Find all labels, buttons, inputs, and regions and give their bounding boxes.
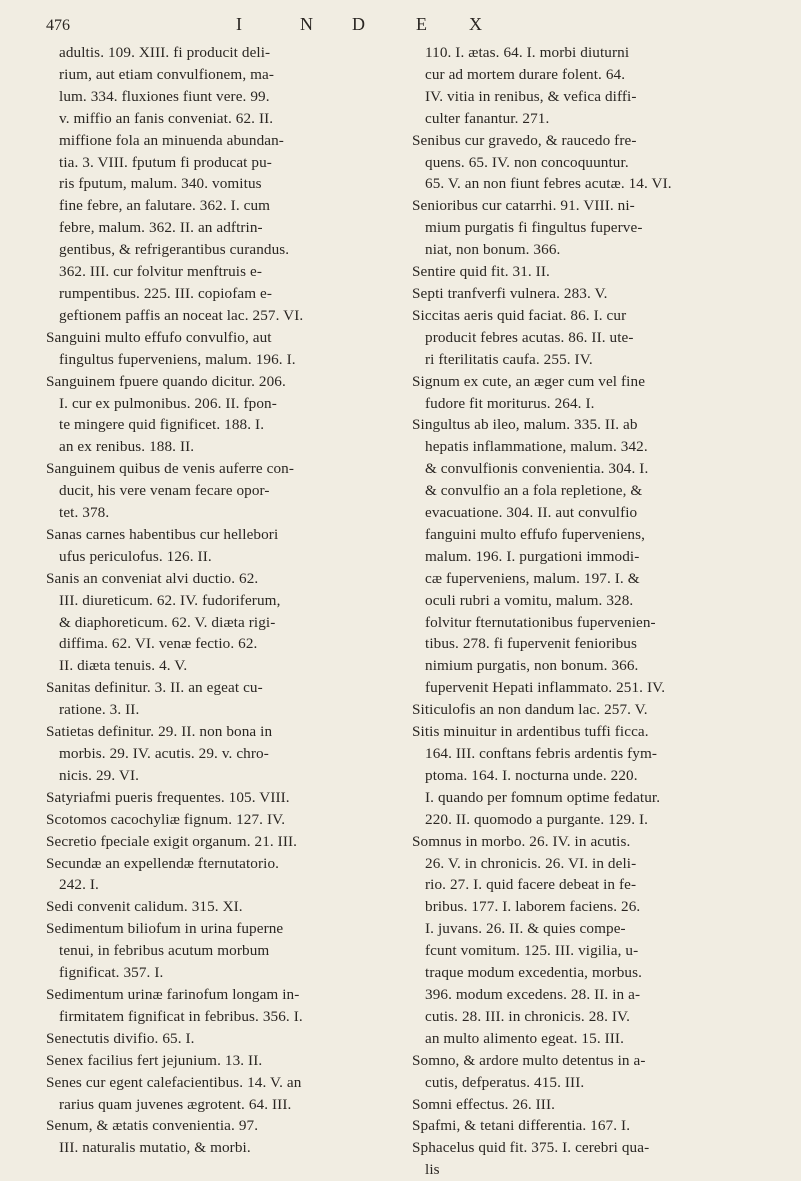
index-line: producit febres acutas. 86. II. ute-: [425, 328, 634, 346]
index-line: III. naturalis mutatio, & morbi.: [59, 1139, 251, 1157]
index-line: cæ fuperveniens, malum. 197. I. &: [425, 569, 640, 587]
index-line: ri fterilitatis caufa. 255. IV.: [425, 350, 593, 368]
index-line: tibus. 278. fi fupervenit fenioribus: [425, 635, 637, 653]
index-line: Siccitas aeris quid faciat. 86. I. cur: [412, 306, 627, 324]
index-line: fudore fit moriturus. 264. I.: [425, 394, 595, 412]
index-line: Senum, & ætatis convenientia. 97.: [46, 1117, 259, 1135]
index-line: culter fanantur. 271.: [425, 109, 550, 127]
index-line: 242. I.: [59, 876, 99, 894]
index-line: gentibus, & refrigerantibus curandus.: [59, 241, 290, 259]
index-line: Sedi convenit calidum. 315. XI.: [46, 898, 243, 916]
index-line: miffione fola an minuenda abundan-: [59, 131, 284, 149]
index-line: Sanguinem quibus de venis auferre con-: [46, 460, 294, 478]
index-line: cutis. 28. III. in chronicis. 28. IV.: [425, 1007, 631, 1025]
index-line: tia. 3. VIII. fputum fi producat pu-: [59, 153, 272, 171]
index-line: fignificat. 357. I.: [59, 964, 164, 982]
index-line: Satyriafmi pueris frequentes. 105. VIII.: [46, 788, 290, 806]
index-line: III. diureticum. 62. IV. fudoriferum,: [59, 591, 281, 609]
index-line: rium, aut etiam convulfionem, ma-: [59, 65, 275, 83]
header-letter-e: E: [416, 14, 427, 34]
index-line: firmitatem fignificat in febribus. 356. I.: [59, 1007, 303, 1025]
index-line: fupervenit Hepati inflammato. 251. IV.: [425, 679, 666, 697]
right-column: [412, 42, 766, 1181]
index-line: evacuatione. 304. II. aut convulfio: [425, 504, 638, 522]
index-line: hepatis inflammatione, malum. 342.: [425, 438, 648, 456]
index-line: Sphacelus quid fit. 375. I. cerebri qua-: [412, 1139, 650, 1157]
index-line: Senectutis divifio. 65. I.: [46, 1029, 195, 1047]
index-line: rumpentibus. 225. III. copiofam e-: [59, 284, 273, 302]
index-line: 164. III. conftans febris ardentis fym-: [425, 745, 658, 762]
index-line: Senex facilius fert jejunium. 13. II.: [46, 1051, 263, 1069]
index-columns: [46, 42, 766, 1181]
index-line: II. diæta tenuis. 4. V.: [59, 657, 188, 675]
index-line: adultis. 109. XIII. fi producit deli-: [59, 44, 271, 61]
index-line: an multo alimento egeat. 15. III.: [425, 1029, 624, 1047]
index-line: rio. 27. I. quid facere debeat in fe-: [425, 876, 637, 894]
index-line: & convulfionis convenientia. 304. I.: [425, 460, 649, 478]
index-line: malum. 196. I. purgationi immodi-: [425, 547, 640, 565]
index-line: lum. 334. fluxiones fiunt vere. 99.: [59, 87, 270, 105]
index-line: nimium purgatis, non bonum. 366.: [425, 657, 639, 675]
index-line: 396. modum excedens. 28. II. in a-: [425, 985, 641, 1003]
index-line: fanguini multo effufo fuperveniens,: [425, 525, 646, 543]
index-line: Sanguinem fpuere quando dicitur. 206.: [46, 372, 286, 390]
index-line: Sanitas definitur. 3. II. an egeat cu-: [46, 679, 263, 697]
index-line: Secretio fpeciale exigit organum. 21. III.: [46, 832, 298, 850]
index-line: v. miffio an fanis conveniat. 62. II.: [59, 109, 274, 127]
index-line: lis: [425, 1161, 440, 1179]
index-line: ris fputum, malum. 340. vomitus: [59, 175, 262, 193]
index-line: 65. V. an non fiunt febres acutæ. 14. VI.: [425, 175, 672, 193]
index-line: Spafmi, & tetani differentia. 167. I.: [412, 1117, 631, 1135]
index-line: Senioribus cur catarrhi. 91. VIII. ni-: [412, 197, 635, 215]
index-line: Satietas definitur. 29. II. non bona in: [46, 723, 273, 741]
index-line: Senes cur egent calefacientibus. 14. V. an: [46, 1073, 302, 1091]
index-line: Secundæ an expellendæ fternutatorio.: [46, 854, 280, 872]
index-line: I. quando per fomnum optime fedatur.: [425, 788, 661, 806]
page-number: 476: [46, 17, 70, 34]
index-line: I. cur ex pulmonibus. 206. II. fpon-: [59, 394, 277, 412]
index-line: Signum ex cute, an æger cum vel fine: [412, 372, 646, 390]
index-line: diffima. 62. VI. venæ fectio. 62.: [59, 635, 258, 653]
index-line: cur ad mortem durare folent. 64.: [425, 65, 626, 83]
index-line: ptoma. 164. I. nocturna unde. 220.: [425, 766, 638, 784]
index-line: I. juvans. 26. II. & quies compe-: [425, 920, 626, 938]
index-line: 220. II. quomodo a purgante. 129. I.: [425, 810, 649, 828]
index-line: Sanguini multo effufo convulfio, aut: [46, 328, 272, 346]
index-line: Sanis an conveniat alvi ductio. 62.: [46, 569, 259, 587]
index-line: Sentire quid fit. 31. II.: [412, 263, 550, 281]
index-line: Siticulofis an non dandum lac. 257. V.: [412, 701, 648, 719]
index-line: mium purgatis fi fingultus fuperve-: [425, 219, 643, 237]
index-line: Sedimentum urinæ farinofum longam in-: [46, 985, 300, 1003]
index-line: tet. 378.: [59, 504, 110, 522]
index-line: morbis. 29. IV. acutis. 29. v. chro-: [59, 745, 269, 762]
index-line: febre, malum. 362. II. an adftrin-: [59, 219, 263, 237]
index-line: te mingere quid fignificet. 188. I.: [59, 416, 265, 434]
index-line: fine febre, an falutare. 362. I. cum: [59, 197, 271, 215]
header-letter-x: X: [469, 14, 482, 34]
index-line: traque modum excedentia, morbus.: [425, 964, 643, 982]
index-line: Somnus in morbo. 26. IV. in acutis.: [412, 832, 631, 850]
index-line: fcunt vomitum. 125. III. vigilia, u-: [425, 942, 639, 960]
index-line: folvitur fternutationibus fupervenien-: [425, 613, 656, 631]
index-line: geftionem paffis an noceat lac. 257. VI.: [59, 306, 304, 324]
index-line: 110. I. ætas. 64. I. morbi diuturni: [425, 44, 630, 61]
index-line: ufus periculofus. 126. II.: [59, 547, 212, 565]
index-line: ratione. 3. II.: [59, 701, 140, 719]
index-line: nicis. 29. VI.: [59, 766, 140, 784]
index-line: Somno, & ardore multo detentus in a-: [412, 1051, 646, 1069]
index-line: niat, non bonum. 366.: [425, 241, 561, 259]
header-letter-i: I: [236, 14, 242, 34]
index-line: oculi rubri a vomitu, malum. 328.: [425, 591, 634, 609]
index-line: fingultus fuperveniens, malum. 196. I.: [59, 350, 296, 368]
index-line: bribus. 177. I. laborem faciens. 26.: [425, 898, 641, 916]
index-line: & convulfio an a fola repletione, &: [425, 482, 643, 500]
index-line: Somni effectus. 26. III.: [412, 1095, 555, 1113]
index-line: ducit, his vere venam fecare opor-: [59, 482, 270, 500]
index-line: 362. III. cur folvitur menftruis e-: [59, 263, 262, 281]
left-column: [46, 42, 388, 1181]
index-line: Sedimentum biliofum in urina fuperne: [46, 920, 284, 938]
index-line: Sitis minuitur in ardentibus tuffi ficca.: [412, 723, 649, 741]
header-letter-n: N: [300, 14, 313, 34]
index-line: Scotomos cacochyliæ fignum. 127. IV.: [46, 810, 286, 828]
index-line: 26. V. in chronicis. 26. VI. in deli-: [425, 854, 637, 872]
page-header: [46, 14, 759, 40]
index-line: Senibus cur gravedo, & raucedo fre-: [412, 131, 637, 149]
index-line: & diaphoreticum. 62. V. diæta rigi-: [59, 613, 276, 631]
index-line: Singultus ab ileo, malum. 335. II. ab: [412, 416, 638, 434]
index-line: cutis, defperatus. 415. III.: [425, 1073, 585, 1091]
index-line: tenui, in febribus acutum morbum: [59, 942, 270, 960]
index-line: Septi tranfverfi vulnera. 283. V.: [412, 284, 608, 302]
header-letter-d: D: [352, 14, 365, 34]
index-line: rarius quam juvenes ægrotent. 64. III.: [59, 1095, 292, 1113]
index-line: an ex renibus. 188. II.: [59, 438, 195, 456]
index-line: Sanas carnes habentibus cur hellebori: [46, 525, 279, 543]
index-line: IV. vitia in renibus, & vefica diffi-: [425, 87, 637, 105]
index-line: quens. 65. IV. non concoquuntur.: [425, 153, 629, 171]
